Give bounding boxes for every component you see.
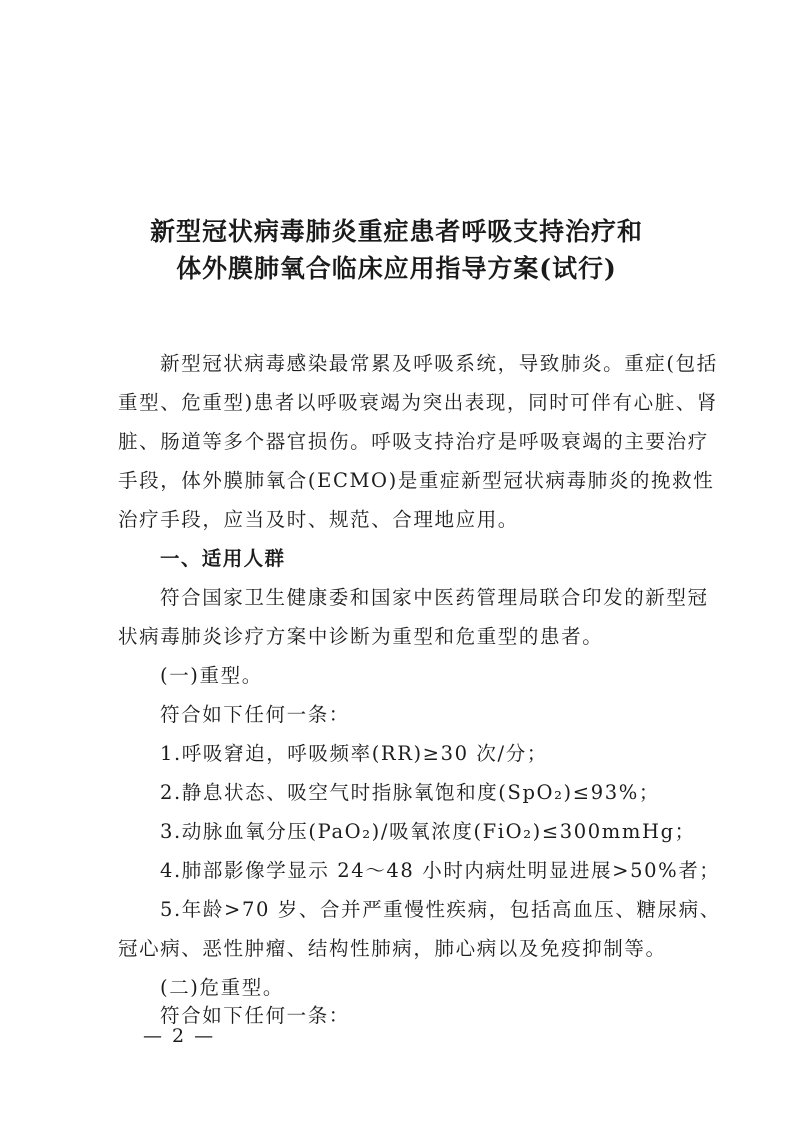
criteria-item: 4.肺部影像学显示 24～48 小时内病灶明显进展>50%者；	[160, 859, 721, 882]
intro-paragraph-line: 新型冠状病毒感染最常累及呼吸系统，导致肺炎。重症(包括	[160, 352, 718, 375]
criteria-intro: 符合如下任何一条：	[160, 1004, 350, 1027]
intro-paragraph-line: 治疗手段，应当及时、规范、合理地应用。	[118, 508, 519, 531]
section-body-line: 符合国家卫生健康委和国家中医药管理局联合印发的新型冠	[160, 586, 709, 609]
intro-paragraph-line: 重型、危重型)患者以呼吸衰竭为突出表现，同时可伴有心脏、肾	[118, 391, 719, 414]
criteria-item-continuation: 冠心病、恶性肿瘤、结构性肺病，肺心病以及免疫抑制等。	[118, 937, 667, 960]
page-number: — 2 —	[143, 1025, 216, 1047]
section-body-line: 状病毒肺炎诊疗方案中诊断为重型和危重型的患者。	[118, 625, 604, 648]
intro-paragraph-line: 手段，体外膜肺氧合(ECMO)是重症新型冠状病毒肺炎的挽救性	[118, 469, 715, 492]
subsection-heading-critical: (二)危重型。	[160, 976, 284, 999]
criteria-item: 1.呼吸窘迫，呼吸频率(RR)≥30 次/分；	[160, 742, 548, 765]
intro-paragraph-line: 脏、肠道等多个器官损伤。呼吸支持治疗是呼吸衰竭的主要治疗	[118, 430, 709, 453]
document-title-line-2: 体外膜肺氧合临床应用指导方案(试行)	[176, 254, 617, 283]
document-title-line-1: 新型冠状病毒肺炎重症患者呼吸支持治疗和	[150, 217, 643, 246]
criteria-item: 2.静息状态、吸空气时指脉氧饱和度(SpO₂)≤93%；	[160, 781, 660, 804]
criteria-item: 3.动脉血氧分压(PaO₂)/吸氧浓度(FiO₂)≤300mmHg；	[160, 820, 696, 843]
section-heading-applicable-population: 一、适用人群	[160, 547, 286, 570]
criteria-intro: 符合如下任何一条：	[160, 703, 350, 726]
criteria-item: 5.年龄>70 岁、合并严重慢性疾病，包括高血压、糖尿病、	[160, 898, 721, 921]
subsection-heading-severe: (一)重型。	[160, 664, 263, 687]
